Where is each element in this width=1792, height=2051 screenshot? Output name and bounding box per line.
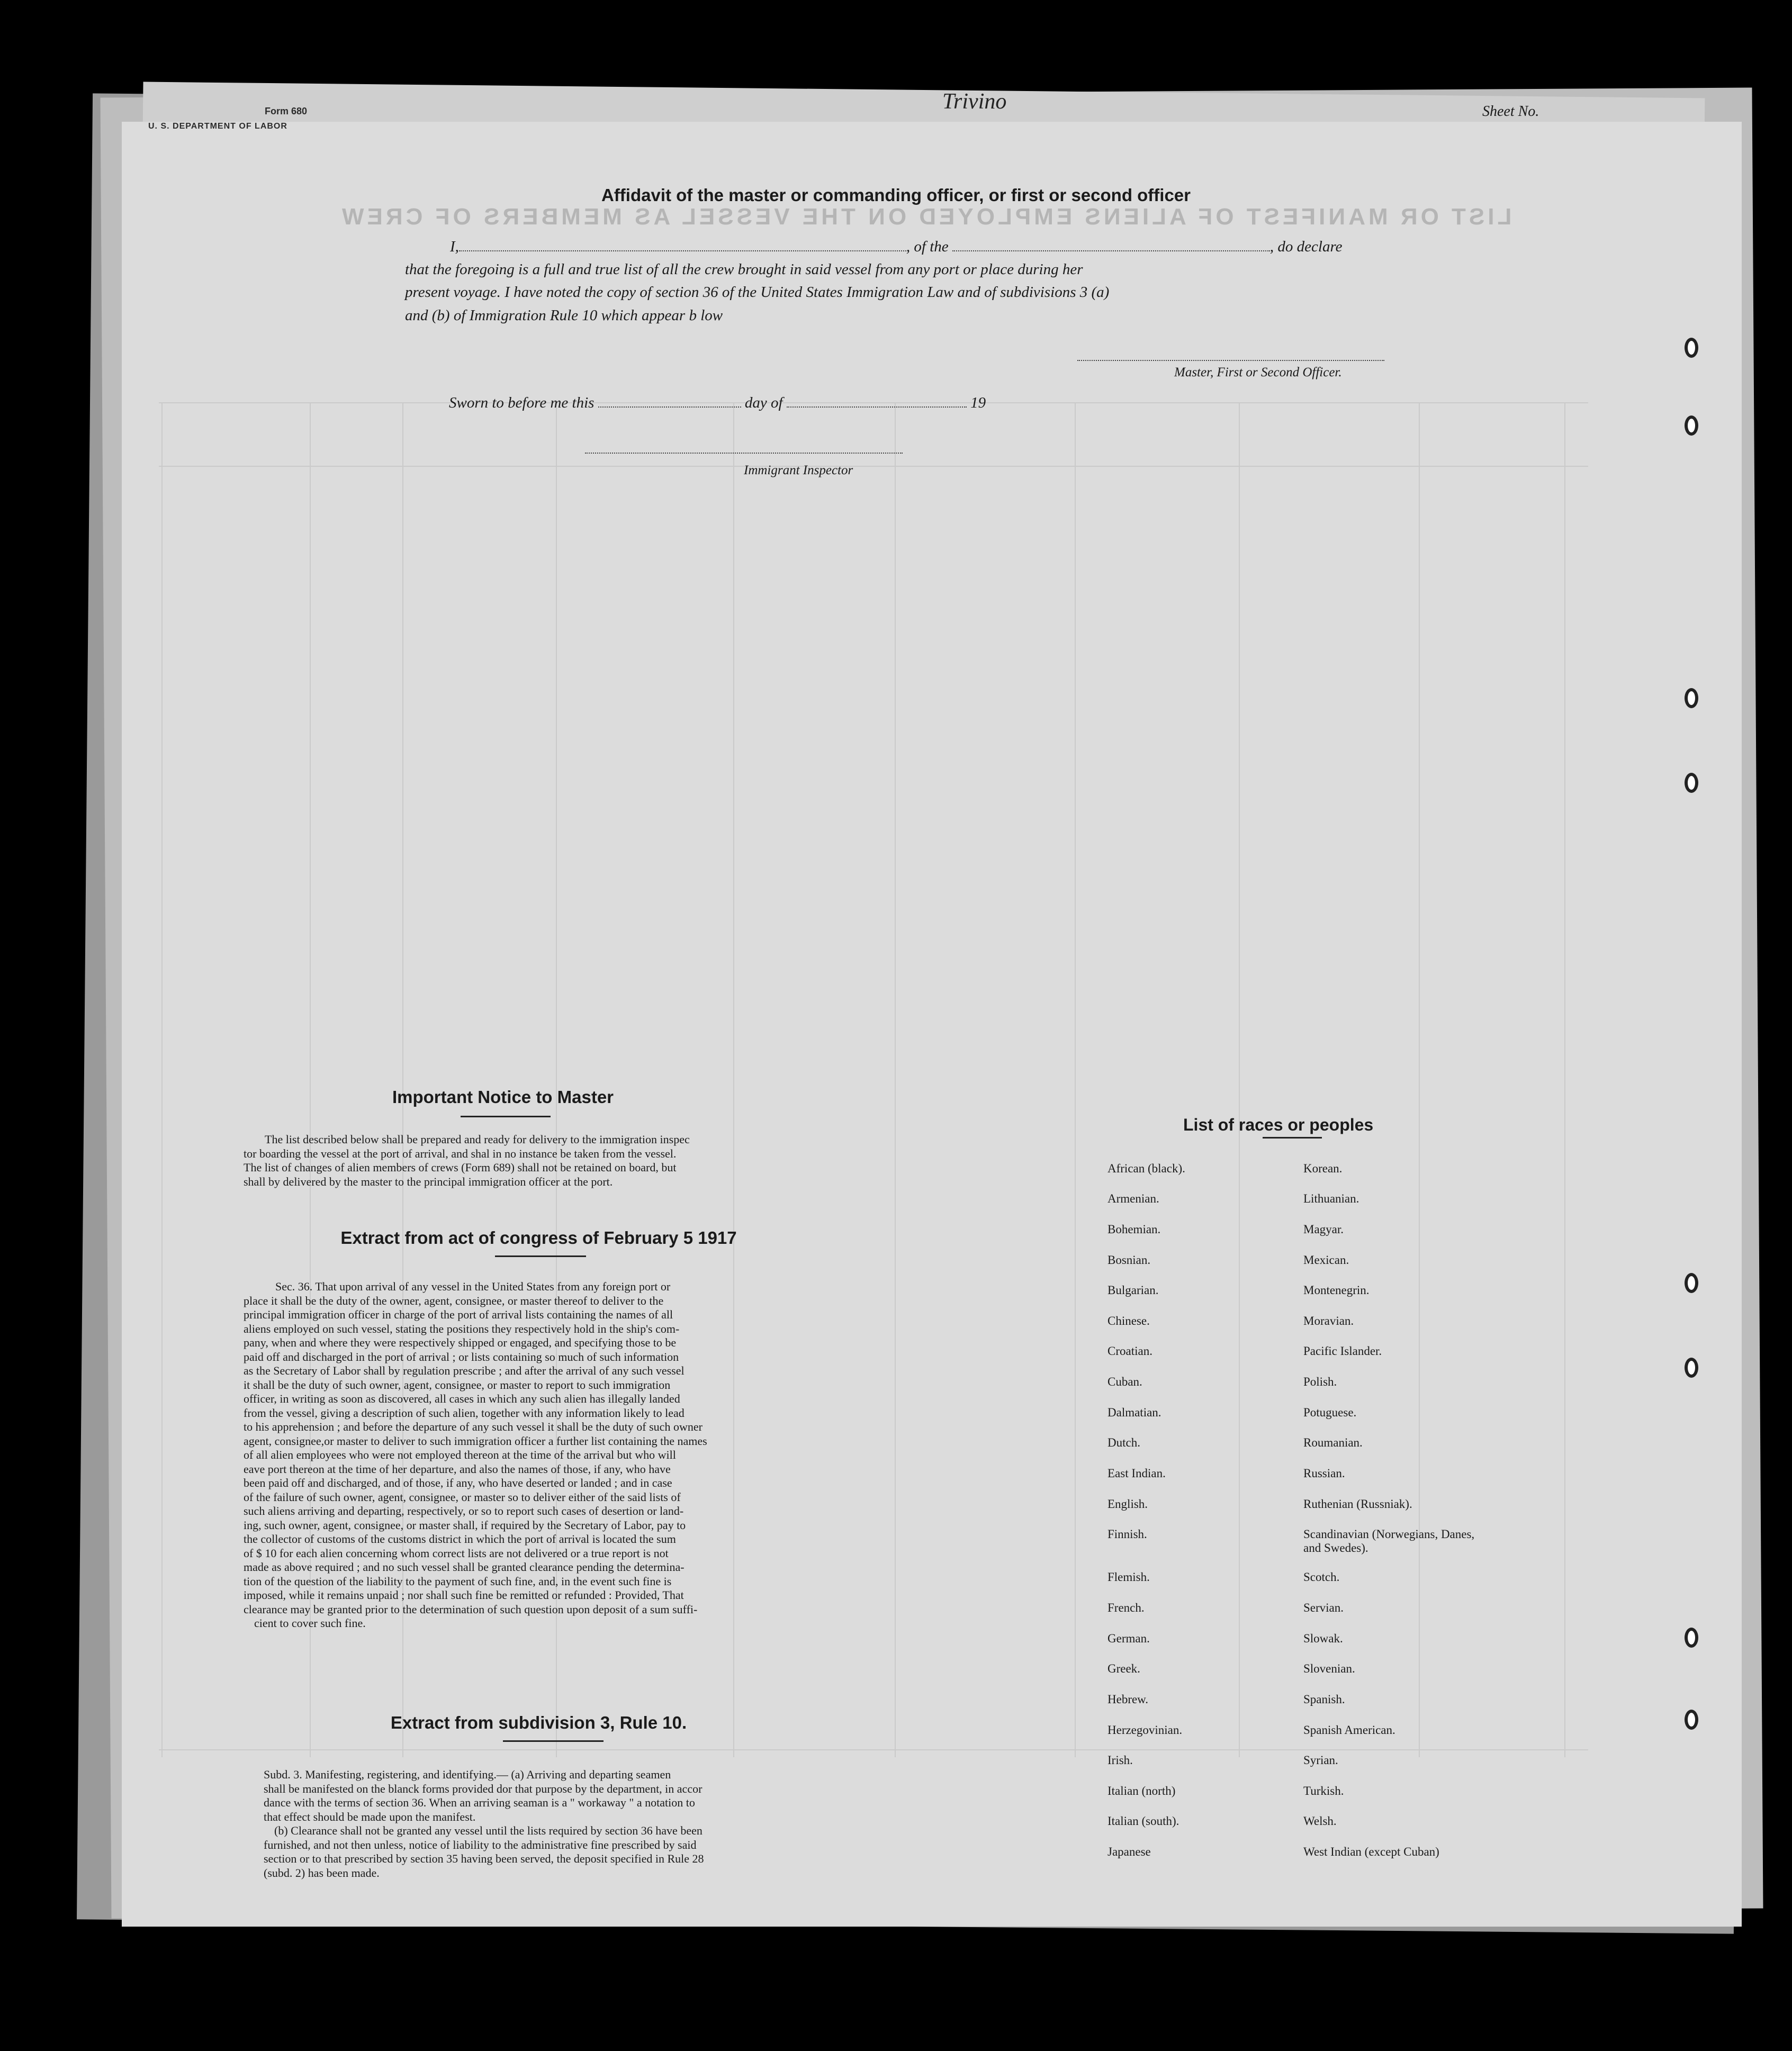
race-item: Japanese: [1107, 1845, 1151, 1858]
rule-extract-text: Subd. 3. Manifesting, registering, and identifying.— (a) Arriving and departing seamen shall be manifested on the blanck forms provided dor that purpose by the department, in accor dance with the terms of section 36. When an arriving seaman is a " workaway " a notation to that effect should be made upon the manifest. (b) Clearance shall not be granted any vessel until the lists required by section 36 have been furnished, and not then unless, notice of liability to the administrative fine prescribed by said section or to that prescribed by section 35 having been served, the deposit specified in Rule 28 (subd. 2) has been made.: [264, 1768, 704, 1880]
race-item: Montenegrin.: [1303, 1284, 1370, 1297]
race-item: French.: [1107, 1601, 1145, 1614]
sworn-line: [449, 394, 986, 412]
race-item: Scandinavian (Norwegians, Danes, and Swedes).: [1303, 1528, 1475, 1555]
sworn-day-of: day of: [744, 394, 783, 411]
race-item: Bosnian.: [1107, 1253, 1151, 1267]
race-item: Dutch.: [1107, 1436, 1140, 1449]
affidavit-i: I,: [450, 238, 459, 255]
race-item: Spanish American.: [1303, 1723, 1395, 1737]
race-item: German.: [1107, 1632, 1150, 1645]
punch-hole: [1685, 1628, 1698, 1648]
race-item: Potuguese.: [1303, 1406, 1357, 1419]
race-item: Syrian.: [1303, 1754, 1338, 1767]
race-item: Slowak.: [1303, 1632, 1343, 1645]
race-item: Dalmatian.: [1107, 1406, 1161, 1419]
sheet-number-label: Sheet No.: [1482, 103, 1539, 120]
race-item: Italian (north): [1107, 1784, 1176, 1797]
race-item: East Indian.: [1107, 1467, 1166, 1480]
race-item: Polish.: [1303, 1375, 1337, 1388]
race-item: Korean.: [1303, 1162, 1343, 1175]
master-signature-line[interactable]: [1077, 360, 1384, 362]
race-item: Cuban.: [1107, 1375, 1142, 1388]
master-signature-label: Master, First or Second Officer.: [1174, 365, 1342, 380]
race-item: Moravian.: [1303, 1314, 1354, 1327]
document-page: [122, 122, 1742, 1927]
sworn-day-blank[interactable]: [598, 395, 741, 408]
affidavit-declare: , do declare: [1269, 238, 1343, 255]
punch-hole: [1685, 415, 1698, 436]
punch-hole: [1685, 773, 1698, 793]
affidavit-of: , of the: [906, 238, 949, 255]
race-item: Roumanian.: [1303, 1436, 1363, 1449]
race-item: Bulgarian.: [1107, 1284, 1159, 1297]
affidavit-title: Affidavit of the master or commanding officer, or first or second officer: [601, 185, 1191, 205]
inspector-signature-line[interactable]: [585, 453, 903, 455]
race-item: Croatian.: [1107, 1344, 1152, 1358]
race-item: Bohemian.: [1107, 1223, 1161, 1236]
race-item: Hebrew.: [1107, 1693, 1149, 1706]
affidavit-line-4: and (b) of Immigration Rule 10 which appear b low: [405, 307, 723, 324]
race-item: Mexican.: [1303, 1253, 1349, 1267]
handwritten-note: Trivino: [942, 89, 1007, 114]
notice-text: The list described below shall be prepared and ready for delivery to the immigration inspec tor boarding the vessel at the port of arrival, and shal in no instance be taken from the vessel. The list of changes of alien members of crews (Form 689) shall not be retained on board, but shall by delivered by the master to the principal immigration officer at the port.: [244, 1133, 690, 1188]
race-item: Turkish.: [1303, 1784, 1344, 1797]
act-extract-underline: [495, 1255, 586, 1257]
act-extract-text: Sec. 36. That upon arrival of any vessel in the United States from any foreign port or place it shall be the duty of the owner, agent, consignee, or master thereof to deliver to the principal immigration officer in charge of the port of arrival lists containing the names of all aliens employed on such vessel, stating the positions they respectively hold in the ship's com- pany, when and where they were respectively shipped or engaged, and specifying those to be paid off and discharged in the port of arrival ; or lists containing so much of such information as the Secretary of Labor shall by regulation prescribe ; and after the arrival of any such vessel it shall be the duty of such owner, agent, consignee, or master to report to such immigration officer, in writing as soon as discovered, all cases in which any such alien has illegally landed from the vessel, giving a description of such alien, together with any information likely to lead to his apprehension ; and before the departure of any such vessel it shall be the duty of such owner agent, consignee,or master to deliver to such immigration officer a further list containing the names of all alien employees who were not employed thereon at the time of the arrival but who will eave port thereon at the time of her departure, and also the names of those, if any, who have been paid off and discharged, and of those, if any, who have deserted or landed ; and in case of the failure of such owner, agent, consignee, or master so to deliver either of the said lists of such aliens arriving and departing, respectively, or so to report such cases of desertion or land- ing, such owner, agent, consignee, or master shall, if required by the Secretary of Labor, pay to the collector of customs of the customs district in which the port of arrival is located the sum of $ 10 for each alien concerning whom correct lists are not delivered or a true report is not made as above required ; and no such vessel shall be granted clearance pending the determina- tion of the question of the liability to the payment of such fine, and, in the event such fine is imposed, while it remains unpaid ; nor shall such fine be remitted or refunded : Provided, That clearance may be granted prior to the determination of such question upon deposit of a sum suffi- cient to cover such fine.: [244, 1280, 707, 1630]
punch-hole: [1685, 1273, 1698, 1293]
sworn-month-blank[interactable]: [787, 395, 967, 408]
affidavit-declaration-line: [450, 238, 1343, 256]
punch-hole: [1685, 688, 1698, 708]
race-item: Scotch.: [1303, 1570, 1340, 1584]
race-item: Irish.: [1107, 1754, 1133, 1767]
race-item: Magyar.: [1303, 1223, 1344, 1236]
vessel-blank[interactable]: [952, 239, 1270, 251]
sworn-label: Sworn to before me this: [449, 394, 595, 411]
race-item: Chinese.: [1107, 1314, 1150, 1327]
name-blank[interactable]: [459, 239, 906, 251]
race-item: Finnish.: [1107, 1528, 1147, 1541]
race-item: English.: [1107, 1497, 1148, 1511]
race-item: Flemish.: [1107, 1570, 1150, 1584]
punch-hole: [1685, 1358, 1698, 1378]
punch-hole: [1685, 338, 1698, 358]
bleed-through-heading: LIST OR MANIFEST OF ALIENS EMPLOYED ON THE VESSEL AS MEMBERS OF CREW: [339, 204, 1512, 230]
races-title: List of races or peoples: [1183, 1115, 1374, 1134]
race-item: Greek.: [1107, 1662, 1140, 1675]
affidavit-line-2: that the foregoing is a full and true list of all the crew brought in said vessel from any port or place during her: [405, 261, 1083, 278]
race-item: Lithuanian.: [1303, 1192, 1359, 1205]
race-item: Pacific Islander.: [1303, 1344, 1382, 1358]
race-item: Servian.: [1303, 1601, 1344, 1614]
race-item: African (black).: [1107, 1162, 1185, 1175]
form-number: Form 680: [265, 106, 308, 116]
races-underline: [1263, 1137, 1322, 1139]
rule-extract-underline: [503, 1740, 604, 1742]
notice-title: Important Notice to Master: [392, 1087, 614, 1107]
inspector-label: Immigrant Inspector: [744, 463, 853, 477]
sworn-year: 19: [970, 394, 986, 411]
department-label: U. S. DEPARTMENT OF LABOR: [148, 122, 287, 131]
race-item: Ruthenian (Russniak).: [1303, 1497, 1412, 1511]
race-item: Welsh.: [1303, 1814, 1337, 1828]
punch-hole: [1685, 1710, 1698, 1730]
race-item: Armenian.: [1107, 1192, 1159, 1205]
race-item: Slovenian.: [1303, 1662, 1355, 1675]
race-item: Russian.: [1303, 1467, 1345, 1480]
race-item: Spanish.: [1303, 1693, 1345, 1706]
affidavit-line-3: present voyage. I have noted the copy of section 36 of the United States Immigration Law and of subdivisions 3 (a): [405, 284, 1110, 301]
rule-extract-title: Extract from subdivision 3, Rule 10.: [390, 1713, 687, 1732]
race-item: Herzegovinian.: [1107, 1723, 1183, 1737]
act-extract-title: Extract from act of congress of February 5 1917: [340, 1228, 737, 1248]
race-item: Italian (south).: [1107, 1814, 1179, 1828]
notice-underline: [461, 1116, 551, 1117]
race-item: West Indian (except Cuban): [1303, 1845, 1439, 1858]
